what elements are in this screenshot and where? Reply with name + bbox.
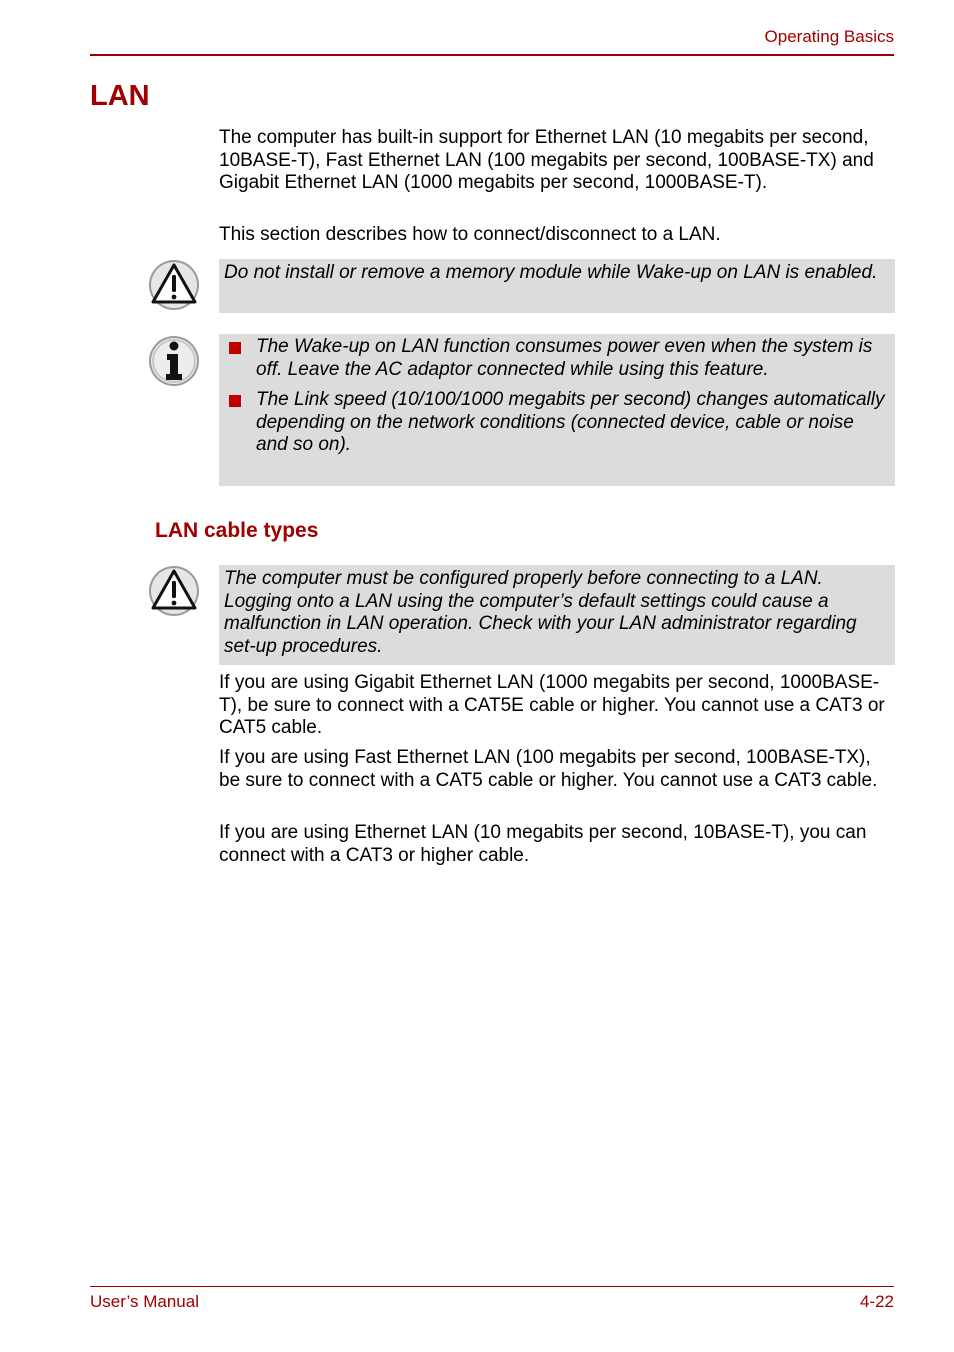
info-bullet-text: The Link speed (10/100/1000 megabits per second) changes automatically depending on the network conditions (connected device, cable or noise and so on).: [256, 389, 885, 455]
info-bullet-item: [224, 336, 887, 381]
header-rule: [90, 54, 894, 56]
intro-paragraph: This section describes how to connect/disconnect to a LAN.: [219, 224, 721, 245]
info-icon: [147, 334, 201, 388]
page-number: 4-22: [859, 1292, 894, 1311]
cable-paragraph: If you are using Gigabit Ethernet LAN (1000 megabits per second, 1000BASE-T), be sure to connect with a CAT5E cable or higher. You cannot use a CAT3 or CAT5 cable.: [219, 672, 885, 738]
caution-note: [219, 565, 895, 665]
caution-note-text: The computer must be configured properly before connecting to a LAN. Logging onto a LAN using the computer’s default settings could cause a malfunction in LAN operation. Check with your LAN administrator regarding set-up procedures.: [224, 568, 857, 657]
running-header: Operating Basics: [764, 27, 894, 46]
footer-rule: [90, 1286, 894, 1287]
page-title: LAN: [90, 80, 150, 112]
section-subheading: LAN cable types: [155, 519, 319, 542]
bullet-square-icon: [229, 342, 241, 354]
cable-paragraph: If you are using Fast Ethernet LAN (100 megabits per second, 100BASE-TX), be sure to connect with a CAT5 cable or higher. You cannot use a CAT3 cable.: [219, 747, 878, 791]
footer-manual-name: User’s Manual: [90, 1292, 199, 1311]
caution-icon: [147, 258, 201, 312]
caution-note: [219, 259, 895, 313]
info-bullet-text: The Wake-up on LAN function consumes power even when the system is off. Leave the AC adaptor connected while using this feature.: [256, 336, 873, 380]
info-note: [219, 334, 895, 486]
intro-paragraph: The computer has built-in support for Ethernet LAN (10 megabits per second, 10BASE-T), Fast Ethernet LAN (100 megabits per second, 100BASE-TX) and Gigabit Ethernet LAN (1000 megabits per second, 1000BASE-T).: [219, 127, 874, 193]
bullet-square-icon: [229, 395, 241, 407]
cable-paragraph: If you are using Ethernet LAN (10 megabits per second, 10BASE-T), you can connect with a CAT3 or higher cable.: [219, 822, 867, 866]
info-bullet-item: [224, 389, 887, 457]
caution-note-text: Do not install or remove a memory module while Wake-up on LAN is enabled.: [224, 262, 878, 283]
caution-icon: [147, 564, 201, 618]
